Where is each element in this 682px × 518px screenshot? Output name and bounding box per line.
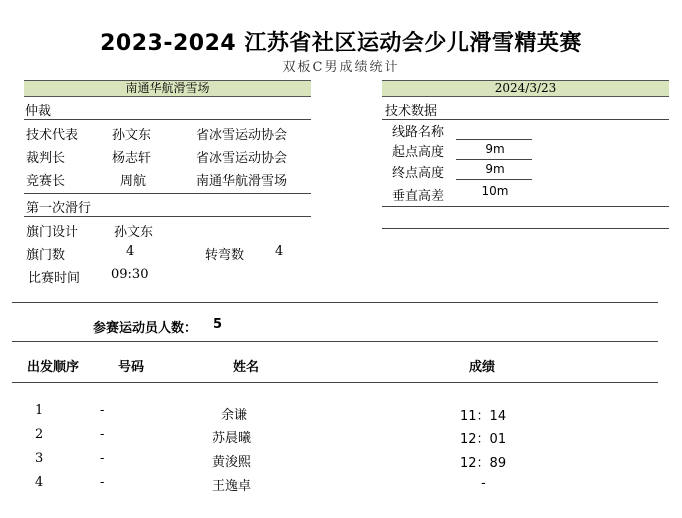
row-result: - (481, 476, 486, 491)
row-bib: - (100, 475, 105, 490)
gate-setter: 孙文东 (114, 225, 154, 240)
turns-label: 转弯数 (205, 248, 245, 263)
start-time-label: 比赛时间 (28, 271, 81, 286)
divider (12, 341, 658, 342)
jury-heading: 仲裁 (25, 104, 52, 119)
course-name-label: 线路名称 (392, 125, 445, 140)
jury-role: 裁判长 (26, 151, 66, 166)
row-result: 12：89 (460, 456, 507, 471)
header-result: 成绩 (469, 360, 496, 375)
divider (12, 382, 658, 383)
jury-org: 省冰雪运动协会 (196, 151, 288, 166)
header-bib: 号码 (118, 360, 145, 375)
divider (24, 119, 311, 120)
run-heading: 第一次滑行 (26, 201, 92, 216)
row-bib: - (100, 427, 105, 442)
jury-role: 技术代表 (26, 128, 79, 143)
row-order: 2 (35, 427, 44, 442)
start-time: 09:30 (111, 267, 149, 282)
header-order: 出发顺序 (27, 360, 80, 375)
gates-label: 旗门数 (26, 248, 66, 263)
row-name: 余谦 (221, 408, 248, 423)
header-name: 姓名 (233, 360, 260, 375)
divider (456, 159, 532, 160)
jury-org: 南通华航滑雪场 (196, 174, 288, 189)
divider (24, 193, 311, 194)
tech-heading: 技术数据 (385, 104, 438, 119)
row-name: 王逸卓 (212, 479, 252, 494)
date-label: 2024/3/23 (494, 81, 557, 95)
turns-value: 4 (275, 244, 284, 259)
row-order: 1 (35, 403, 44, 418)
row-result: 11：14 (460, 409, 507, 424)
vertical-drop-label: 垂直高差 (392, 189, 445, 204)
divider (382, 206, 669, 207)
jury-name: 周航 (120, 174, 147, 189)
participants-count: 5 (213, 317, 223, 332)
start-altitude-label: 起点高度 (392, 145, 445, 160)
vertical-drop: 10m (481, 184, 509, 198)
row-result: 12：01 (460, 432, 507, 447)
row-name: 黄浚熙 (212, 455, 252, 470)
start-altitude: 9m (485, 142, 505, 156)
gate-setter-label: 旗门设计 (26, 225, 79, 240)
page-subtitle: 双板C男成绩统计 (282, 60, 400, 75)
divider (24, 216, 311, 217)
divider (382, 119, 669, 120)
row-order: 3 (35, 451, 44, 466)
jury-org: 省冰雪运动协会 (196, 128, 288, 143)
page-title: 2023-2024 江苏省社区运动会少儿滑雪精英赛 (100, 31, 582, 56)
row-name: 苏晨曦 (212, 431, 252, 446)
row-bib: - (100, 451, 105, 466)
divider (456, 179, 532, 180)
venue-label: 南通华航滑雪场 (125, 81, 210, 95)
jury-name: 杨志轩 (112, 151, 152, 166)
gates-value: 4 (126, 244, 135, 259)
divider (382, 228, 669, 229)
jury-role: 竞赛长 (26, 174, 66, 189)
divider (12, 302, 658, 303)
finish-altitude: 9m (485, 162, 505, 176)
row-bib: - (100, 403, 105, 418)
divider (456, 139, 532, 140)
jury-name: 孙文东 (112, 128, 152, 143)
row-order: 4 (35, 475, 44, 490)
finish-altitude-label: 终点高度 (392, 166, 445, 181)
participants-label: 参赛运动员人数： (93, 321, 198, 336)
